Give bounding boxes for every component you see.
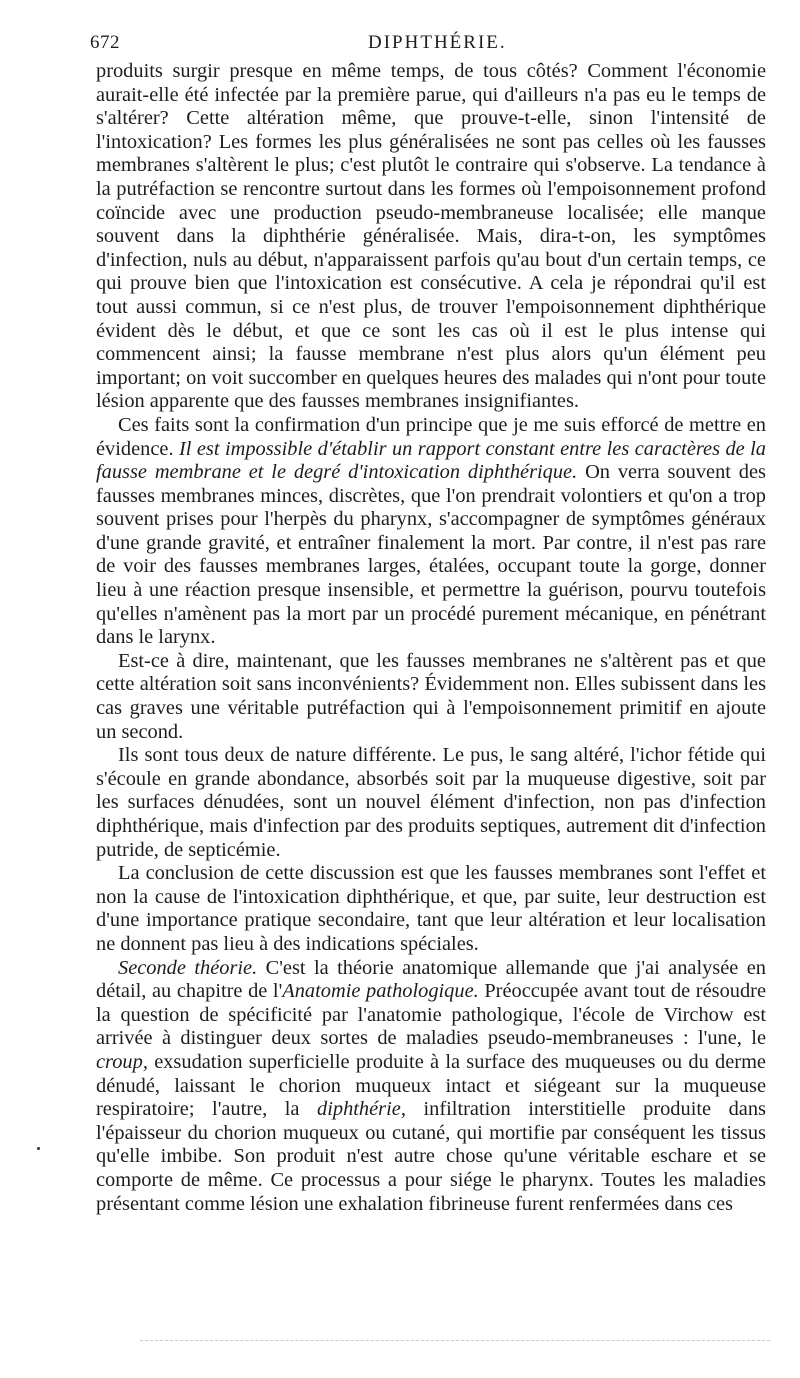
page-number: 672 xyxy=(90,32,120,53)
body-text xyxy=(96,60,766,1216)
paragraph-4: Ils sont tous deux de nature différente. Le pus, le sang altéré, l'ichor fétide qui s'écoule en grande abondance, absorbés soit par la muqueuse digestive, soit par les surfaces dénudées, sont un nouvel élément d'infection, non pas d'infection diphthérique, mais d'infection par des produits septiques, autrement dit d'infection putride, de septicémie. xyxy=(96,744,766,861)
running-head xyxy=(0,26,800,56)
paragraph-6-part-a: C'est la théorie anatomique allemande que j'ai analysée en détail, au chapitre de l' xyxy=(96,956,766,1003)
paragraph-2-emphasis: Il est impossible d'établir un rapport constant entre les caractères de la fausse membrane et le degré d'intoxication diphthérique. xyxy=(96,437,766,484)
paragraph-6 xyxy=(96,957,766,1217)
paragraph-3: Est-ce à dire, maintenant, que les fausses membranes ne s'altèrent pas et que cette altération soit sans inconvénients? Évidemment non. Elles subissent dans les cas graves une véritable putréfaction qui à l'empoisonnement primitif en ajoute un second. xyxy=(96,649,766,743)
bleed-through-rule xyxy=(140,1340,770,1341)
paragraph-2-end: On verra souvent des fausses membranes minces, discrètes, que l'on prendrait volontiers et qu'on a trop souvent prises pour l'herpès du pharynx, s'accompagner de symptômes généraux d'une grande gravité, et entraîner finalement la mort. Par contre, il n'est pas rare de voir des fausses membranes larges, étalées, occupant toute la gorge, donner lieu à une réaction presque insensible, et permettre la guérison, pourvu toutefois qu'elles n'amènent pas la mort par un procédé purement mécanique, en pénétrant dans le larynx. xyxy=(96,461,766,649)
chapter-reference: Anatomie pathologique. xyxy=(282,980,479,1003)
running-title: DIPHTHÉRIE. xyxy=(368,32,507,53)
section-heading-seconde-theorie: Seconde théorie. xyxy=(118,956,258,979)
paragraph-6-part-b: Préoccupée avant tout de résoudre la question de spécificité par l'anatomie pathologique, l'école de Virchow est arrivée à distinguer deux sortes de maladies pseudo-membraneuses : l'une, le xyxy=(96,980,766,1050)
paragraph-6-part-c: exsudation superficielle produite à la surface des muqueuses ou du derme dénudé, laissant le chorion muqueux intact et siégeant sur la muqueuse respiratoire; l'autre, la xyxy=(96,1050,766,1121)
paragraph-2-start: Ces faits sont la confirmation d'un principe que je me suis efforcé de mettre en évidence. xyxy=(96,413,766,460)
margin-mark xyxy=(37,1147,40,1150)
paragraph-2 xyxy=(96,414,766,650)
paragraph-6-part-d: infiltration interstitielle produite dans l'épaisseur du chorion muqueux ou cutané, qui mortifie par conséquent les tissus qu'elle imbibe. Son produit n'est autre chose qu'une véritable eschare et se comporte de même. Ce processus a pour siége le pharynx. Toutes les maladies présentant comme lésion une exhalation fibrineuse furent renfermées dans ces xyxy=(96,1098,766,1215)
paragraph-5: La conclusion de cette discussion est que les fausses membranes sont l'effet et non la cause de l'intoxication diphthérique, et que, par suite, leur destruction est d'une importance pratique secondaire, tant que leur altération et leur localisation ne donnent pas lieu à des indications spéciales. xyxy=(96,862,766,955)
paragraph-1: produits surgir presque en même temps, de tous côtés? Comment l'économie aurait-elle été infectée par la première parue, qui d'ailleurs n'a pas eu le temps de s'altérer? Cette altération même, que prouve-t-elle, sinon l'intensité de l'intoxication? Les formes les plus généralisées ne sont pas celles où les fausses membranes s'altèrent le plus; c'est plutôt le contraire qui s'observe. La tendance à la putréfaction se rencontre surtout dans les formes où l'empoisonnement profond coïncide avec une production pseudo-membraneuse localisée; elle manque souvent dans la diphthérie généralisée. Mais, dira-t-on, les symptômes d'infection, nuls au début, n'apparaissent parfois qu'au bout d'un certain temps, ce qui prouve bien que l'intoxication est consécutive. A cela je répondrai qu'il est tout aussi commun, si ce n'est plus, de trouver l'empoisonnement diphthérique évident dès le début, et que ce sont les cas où il est le plus intense qui commencent ainsi; la fausse membrane n'est plus alors qu'un élément peu important; on voit succomber en quelques heures des malades qui n'ont pour toute lésion apparente que des fausses membranes insignifiantes. xyxy=(96,60,766,413)
term-croup: croup, xyxy=(96,1050,148,1073)
term-diphtherie: diphthérie, xyxy=(317,1098,406,1121)
